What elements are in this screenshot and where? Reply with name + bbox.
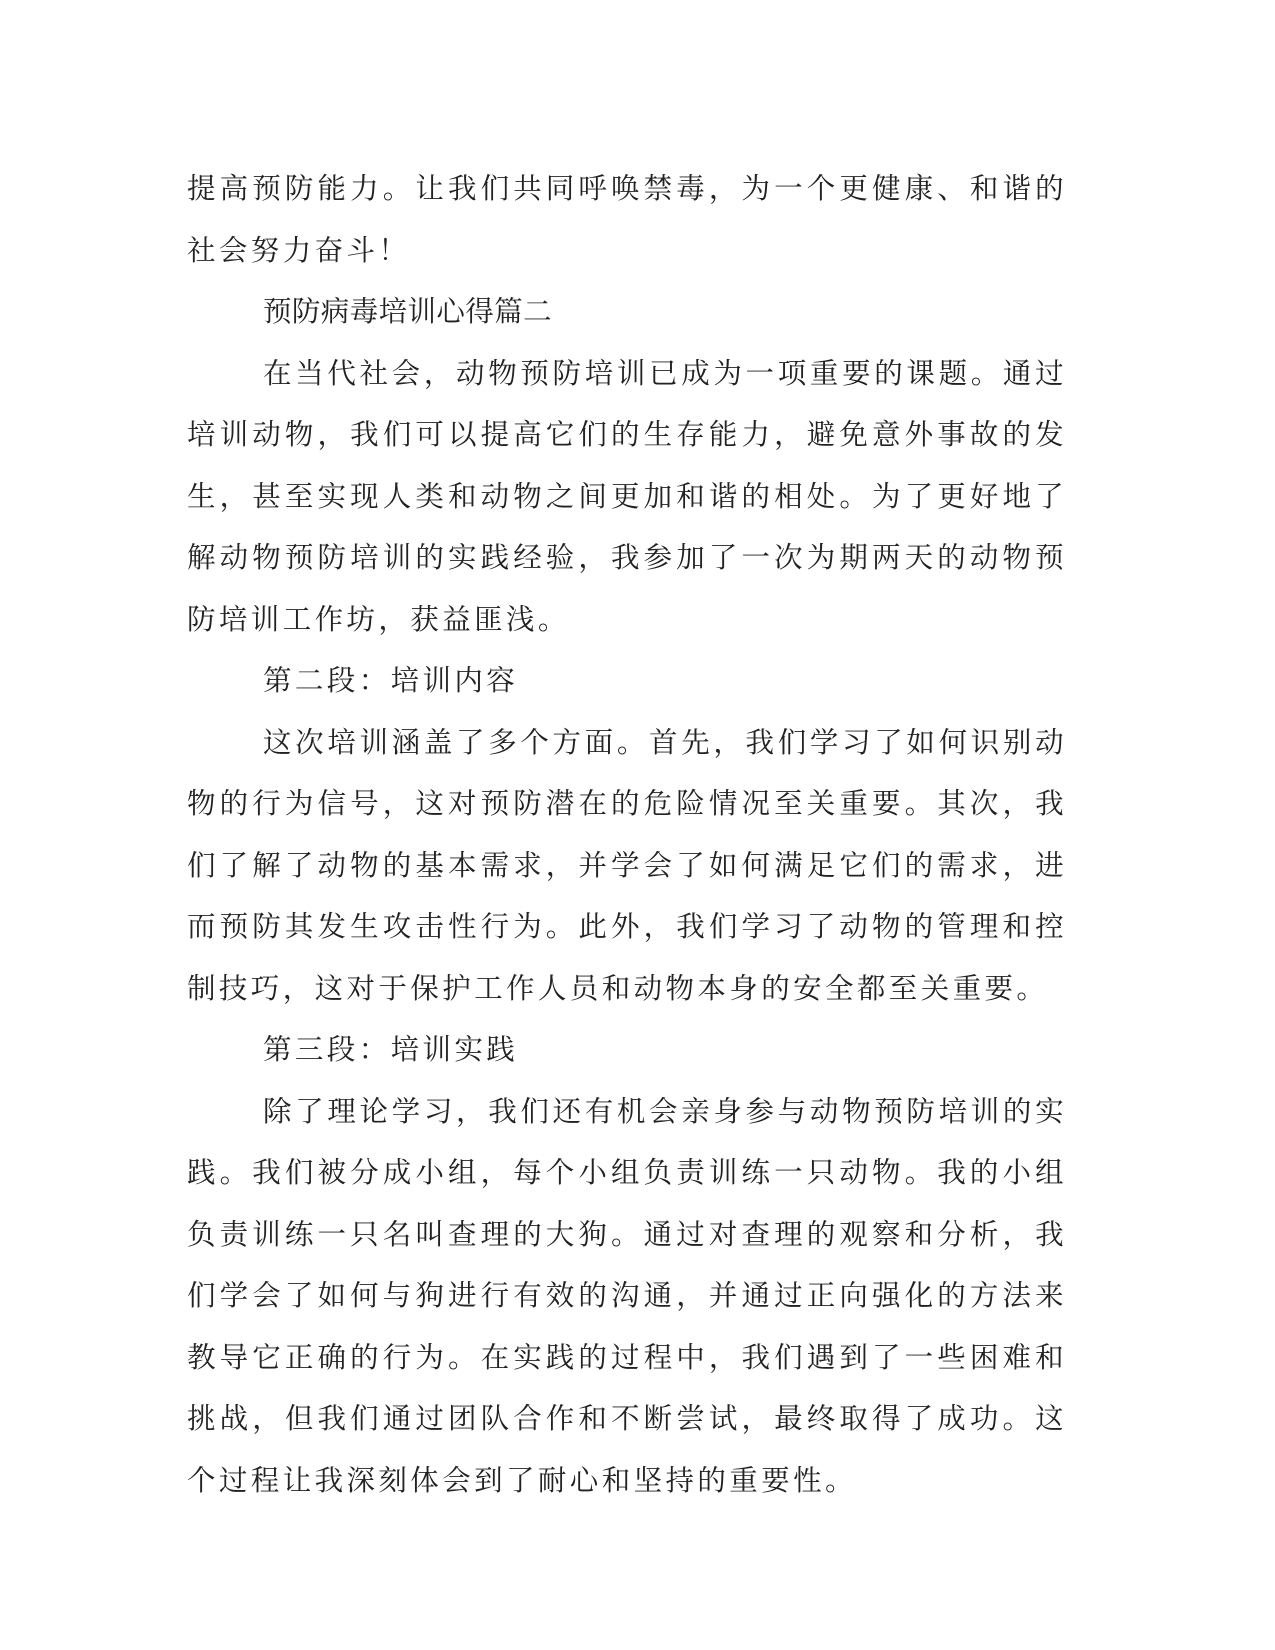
paragraph-continuation: 提高预防能力。让我们共同呼唤禁毒，为一个更健康、和谐的社会努力奋斗！ — [187, 172, 1067, 267]
section-heading-training-practice: 第三段：培训实践 — [263, 1033, 519, 1066]
paragraph-intro: 在当代社会，动物预防培训已成为一项重要的课题。通过培训动物，我们可以提高它们的生存能力，避免意外事故的发生，甚至实现人类和动物之间更加和谐的相处。为了更好地了解动物预防培训的实践经验，我参加了一次为期两天的动物预防培训工作坊，获益匪浅。 — [187, 356, 1067, 636]
section-heading-training-content: 第二段：培训内容 — [263, 664, 519, 697]
paragraph-training-content: 这次培训涵盖了多个方面。首先，我们学习了如何识别动物的行为信号，这对预防潜在的危险情况至关重要。其次，我们了解了动物的基本需求，并学会了如何满足它们的需求，进而预防其发生攻击性行为。此外，我们学习了动物的管理和控制技巧，这对于保护工作人员和动物本身的安全都至关重要。 — [187, 725, 1067, 1005]
paragraph-training-practice: 除了理论学习，我们还有机会亲身参与动物预防培训的实践。我们被分成小组，每个小组负责训练一只动物。我的小组负责训练一只名叫查理的大狗。通过对查理的观察和分析，我们学会了如何与狗进行有效的沟通，并通过正向强化的方法来教导它正确的行为。在实践的过程中，我们遇到了一些困难和挑战，但我们通过团队合作和不断尝试，最终取得了成功。这个过程让我深刻体会到了耐心和坚持的重要性。 — [187, 1094, 1067, 1497]
section-title: 预防病毒培训心得篇二 — [263, 295, 553, 328]
document-body — [187, 158, 1067, 1511]
